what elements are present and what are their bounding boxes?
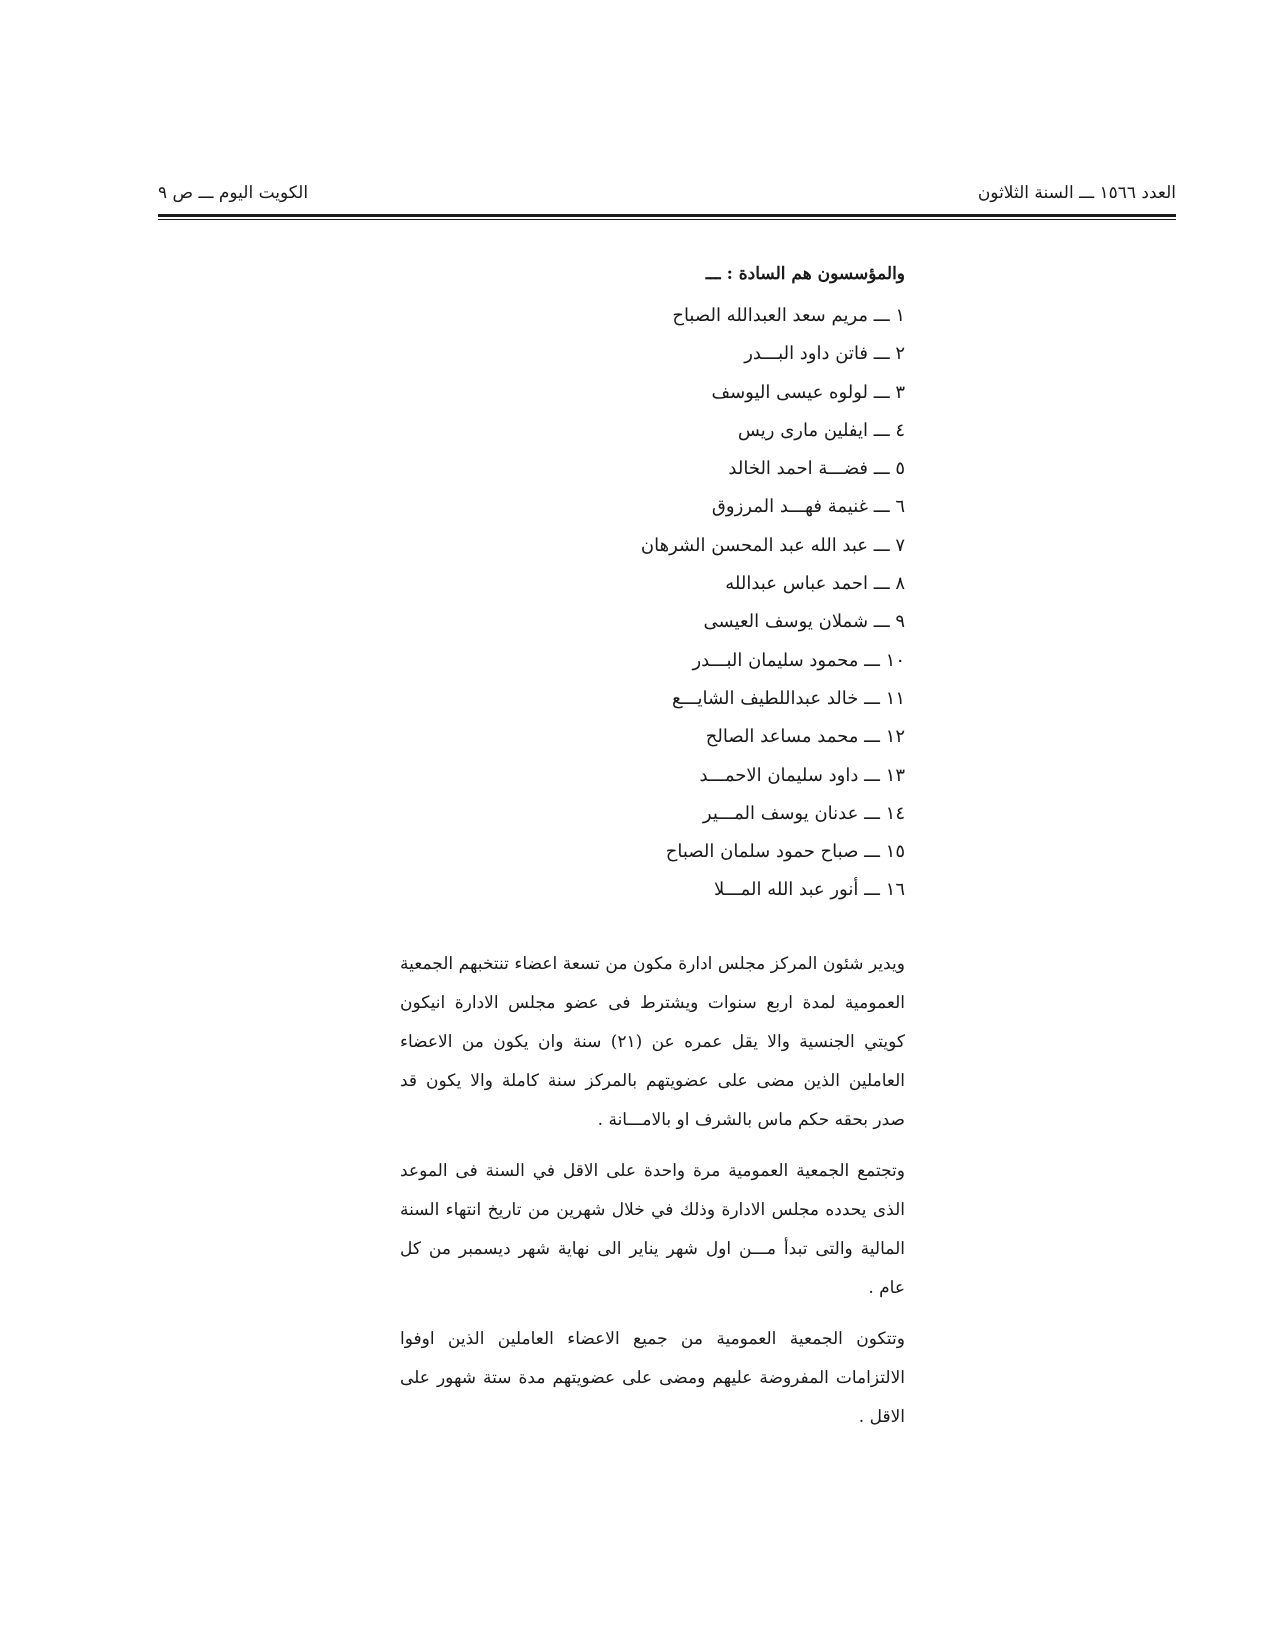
founder-name: لولوه عيسى اليوسف (711, 381, 869, 403)
founder-number: ١٥ ـــ (864, 841, 905, 863)
founder-item (400, 764, 905, 802)
founder-number: ١٠ ـــ (864, 649, 905, 671)
founder-item (400, 534, 905, 572)
founder-number: ٨ ـــ (873, 573, 905, 595)
issue-info: العدد ١٥٦٦ ـــ السنة الثلاثون (977, 183, 1176, 203)
founder-item (400, 381, 905, 419)
founder-item (400, 725, 905, 763)
founder-item (400, 572, 905, 610)
founder-item (400, 687, 905, 725)
founder-item (400, 649, 905, 687)
founder-name: مريم سعد العبدالله الصباح (672, 305, 869, 326)
paragraph-assembly-membership: وتتكون الجمعية العمومية من جميع الاعضاء العاملين الذين اوفوا الالتزامات المفروضة عليهم ومضى على عضويتهم مدة ستة شهور على الاقل . (400, 1328, 905, 1427)
founder-name: محمود سليمان البـــدر (692, 649, 859, 671)
founder-name: أنور عبد الله المـــلا (714, 879, 859, 901)
founder-number: ٧ ـــ (873, 534, 905, 556)
paragraph-assembly-meeting: وتجتمع الجمعية العمومية مرة واحدة على الاقل في السنة فى الموعد الذى يحدده مجلس الادارة وذلك في خلال شهرين من تاريخ انتهاء السنة المالية والتى تبدأ مـــن اول شهر يناير الى نهاية شهر ديسمبر من كل عام . (400, 1160, 905, 1298)
founder-item (400, 878, 905, 916)
founders-list (400, 304, 905, 917)
founder-name: ايفلين مارى ريس (737, 419, 869, 441)
founder-item (400, 342, 905, 380)
founder-name: شملان يوسف العيسى (703, 611, 869, 633)
founder-name: خالد عبداللطيف الشايـــع (672, 687, 859, 709)
founder-name: فاتن داود البـــدر (744, 343, 869, 365)
founder-number: ٩ ـــ (873, 611, 905, 633)
header-rule-thin (158, 219, 1176, 220)
founder-name: صباح حمود سلمان الصباح (665, 841, 859, 863)
founder-number: ٣ ـــ (873, 381, 905, 403)
founder-name: داود سليمان الاحمـــد (699, 764, 859, 786)
founder-item (400, 610, 905, 648)
founder-number: ٤ ـــ (873, 419, 905, 441)
header-rule-thick (158, 214, 1176, 217)
founder-item (400, 457, 905, 495)
founder-item (400, 840, 905, 878)
founder-name: عدنان يوسف المـــير (702, 802, 859, 824)
founder-number: ٦ ـــ (873, 496, 905, 518)
article-body (400, 262, 905, 1437)
founder-item (400, 802, 905, 840)
founder-name: محمد مساعد الصالح (705, 726, 859, 748)
founder-name: فضـــة احمد الخالد (728, 458, 869, 480)
founder-number: ٢ ـــ (873, 343, 905, 365)
founder-number: ١٢ ـــ (864, 726, 905, 748)
founder-number: ١٦ ـــ (864, 879, 905, 901)
founder-name: احمد عباس عبدالله (725, 573, 869, 595)
founders-intro: والمؤسسون هم السادة : ـــ (705, 264, 905, 284)
paragraph-board: ويدير شئون المركز مجلس ادارة مكون من تسعة اعضاء تنتخبهم الجمعية العمومية لمدة اربع سنوات ويشترط فى عضو مجلس الادارة انيكون كويتي الجنسية والا يقل عمره عن (٢١) سنة وان يكون من الاعضاء العاملين الذين مضى على عضويتهم بالمركز سنة كاملة والا يكون قد صدر بحقه حكم ماس بالشرف او بالامـــانة . (400, 953, 906, 1130)
founder-number: ١٤ ـــ (864, 802, 905, 824)
founder-number: ١٣ ـــ (864, 764, 905, 786)
founder-item (400, 304, 905, 342)
founder-item (400, 495, 905, 533)
founder-item (400, 419, 905, 457)
founder-number: ١١ ـــ (864, 687, 905, 709)
founder-name: غنيمة فهـــد المرزوق (711, 496, 869, 518)
page-header (158, 183, 1176, 215)
founder-name: عبد الله عبد المحسن الشرهان (640, 534, 869, 556)
page-number: الكويت اليوم ـــ ص ٩ (158, 183, 309, 203)
founder-number: ١ ـــ (873, 305, 905, 326)
founder-number: ٥ ـــ (873, 458, 905, 480)
